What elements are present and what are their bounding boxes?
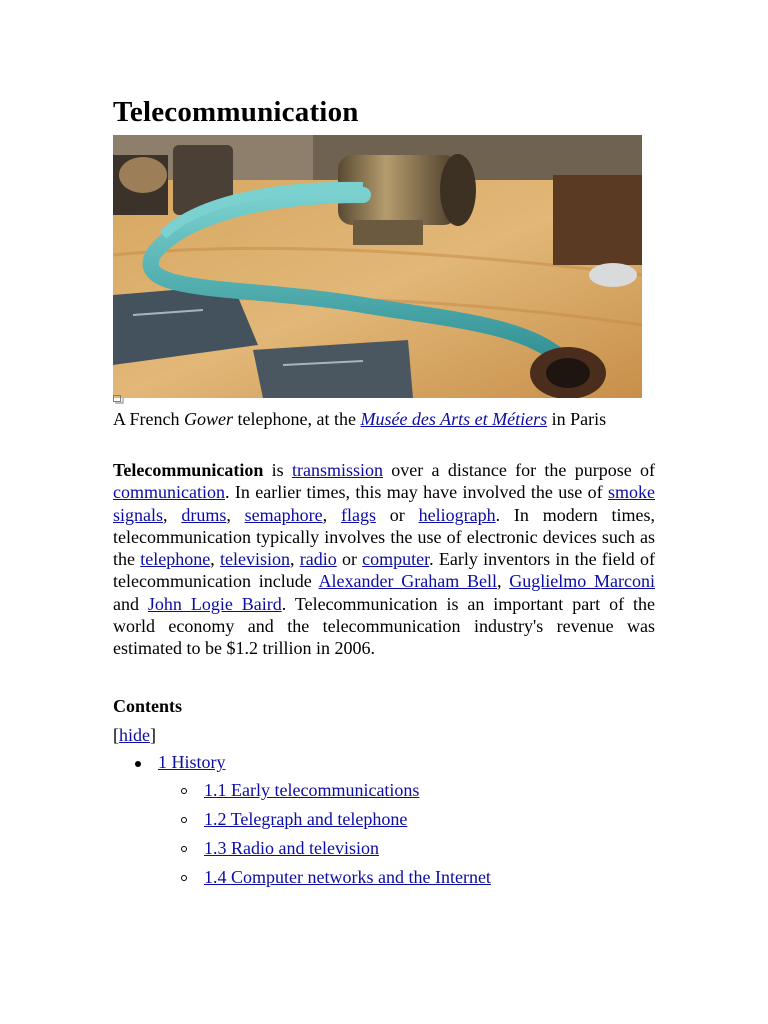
article-link-computer[interactable]: computer: [362, 549, 430, 570]
article-link-semaphore[interactable]: semaphore: [244, 504, 323, 525]
paragraph-text: is: [263, 460, 292, 480]
lead-term: Telecommunication: [113, 460, 264, 480]
contents-toggle: [113, 725, 156, 746]
article-link-telephone[interactable]: telephone: [140, 549, 211, 570]
toggle-open-bracket: [: [113, 725, 119, 745]
toc-link[interactable]: 1.2 Telegraph and telephone: [204, 809, 408, 829]
gower-telephone-photo: [113, 135, 642, 398]
toc-link[interactable]: 1.4 Computer networks and the Internet: [204, 867, 491, 887]
paragraph-text: and: [113, 593, 148, 614]
image-caption: [113, 408, 655, 430]
article-link-communication[interactable]: communication: [113, 482, 225, 503]
paragraph-text: over a distance for the purpose of: [382, 460, 655, 480]
caption-middle: telephone, at the: [233, 409, 361, 429]
bullet-circle-icon: [181, 817, 187, 823]
paragraph-text: . Early inventors in the field of telecommunication include: [113, 549, 656, 592]
article-link-television[interactable]: television: [219, 549, 290, 570]
article-link-heliograph[interactable]: heliograph: [418, 504, 496, 525]
toc-link[interactable]: 1.3 Radio and television: [204, 838, 379, 858]
contents-heading: Contents: [113, 696, 183, 716]
paragraph-text: ,: [163, 504, 182, 525]
image-placeholder-icon: [113, 395, 124, 404]
toc-link[interactable]: 1 History: [158, 752, 226, 772]
article-link-alexander-graham-bell[interactable]: Alexander Graham Bell: [318, 571, 497, 592]
bullet-circle-icon: [181, 788, 187, 794]
article-link-john-logie-baird[interactable]: John Logie Baird: [147, 593, 282, 614]
article-link-radio[interactable]: radio: [299, 549, 337, 570]
bullet-disc-icon: [135, 761, 141, 767]
article-link-transmission[interactable]: transmission: [291, 460, 383, 480]
caption-prefix: A French: [113, 409, 184, 429]
paragraph-text: or: [336, 549, 363, 570]
paragraph-text: . In modern times, telecommunication typically involves the use of electronic devices such as the: [113, 504, 656, 570]
paragraph-text: ,: [322, 504, 341, 525]
page-title: Telecommunication: [113, 96, 359, 128]
paragraph-text: ,: [210, 549, 220, 570]
bullet-circle-icon: [181, 875, 187, 881]
paragraph-text: . In earlier times, this may have involved the use of: [224, 482, 608, 503]
caption-museum-link[interactable]: Musée des Arts et Métiers: [360, 409, 548, 429]
paragraph-text: ,: [496, 571, 510, 592]
caption-italic: Gower: [184, 409, 233, 429]
article-image[interactable]: [113, 135, 642, 398]
paragraph-text: or: [375, 504, 419, 525]
article-link-drums[interactable]: drums: [181, 504, 227, 525]
paragraph-text: ,: [289, 549, 300, 570]
article-link-guglielmo-marconi[interactable]: Guglielmo Marconi: [509, 571, 655, 592]
paragraph-text: . Telecommunication is an important part of the world economy and the telecommunication industry's revenue was estimated to be $1.2 trillion in 2006.: [113, 593, 655, 659]
paragraph-text: ,: [226, 504, 245, 525]
toggle-close-bracket: ]: [150, 725, 156, 745]
article-link-smoke-signals[interactable]: smoke signals: [113, 482, 655, 525]
article-link-flags[interactable]: flags: [340, 504, 376, 525]
intro-paragraph: [113, 459, 655, 660]
hide-link[interactable]: hide: [119, 725, 150, 745]
bullet-circle-icon: [181, 846, 187, 852]
caption-suffix: in Paris: [547, 409, 607, 429]
toc-link[interactable]: 1.1 Early telecommunications: [204, 780, 420, 800]
